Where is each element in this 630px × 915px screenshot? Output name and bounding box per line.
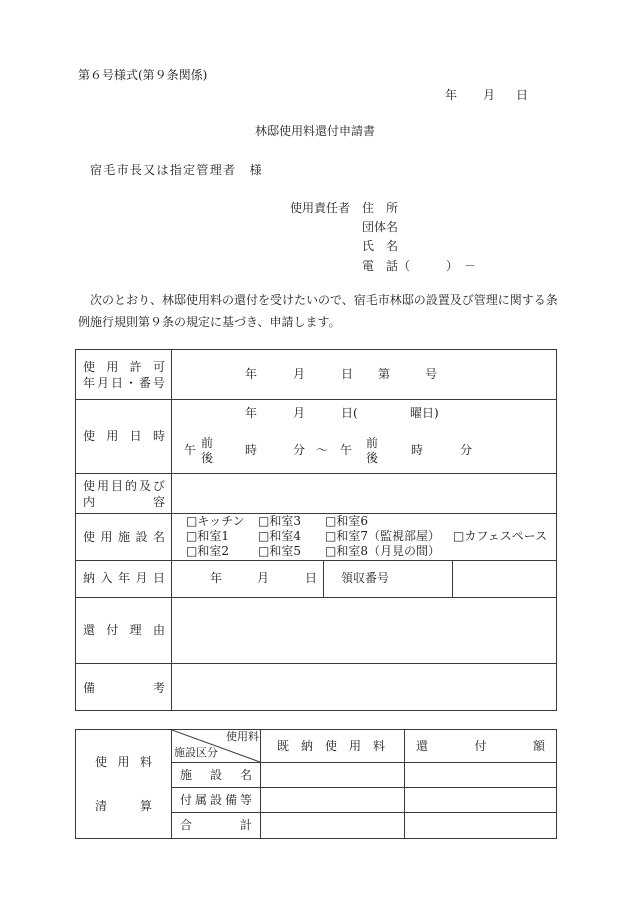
end-pm: 後 [366, 451, 379, 465]
start-hour: 時 [245, 443, 258, 457]
refund-amount-cell [405, 763, 556, 787]
row-category-cell [172, 813, 261, 838]
purpose-field [172, 474, 556, 513]
row-label [76, 400, 172, 473]
applicant-address-label: 住 所 [362, 201, 399, 215]
date-year: 年 [445, 88, 458, 102]
row-label [76, 474, 172, 513]
row-label [76, 350, 172, 399]
row-permit [76, 350, 556, 400]
statement-line: 例施行規則第９条の規定に基づき、申請します。 [78, 315, 341, 329]
statement-line: 次のとおり、林邸使用料の還付を受けたいので、宿毛市林邸の設置及び管理に関する条 [78, 293, 558, 307]
facility-option: □キッチン [186, 514, 245, 528]
usage-month: 月 [293, 406, 306, 420]
corner-cell [172, 730, 261, 762]
permit-day: 日 [341, 367, 354, 381]
facility-option: □和室5 [258, 544, 301, 558]
settlement-label: 使 用 料 [95, 755, 152, 769]
end-hour: 時 [411, 443, 424, 457]
refund-amount-header: 還 付 額 [416, 739, 545, 753]
facility-option: □和室3 [258, 514, 301, 528]
applicant-organization-label: 団体名 [362, 220, 399, 234]
refund-reason-field [172, 598, 556, 663]
row-usage-datetime [76, 400, 556, 474]
payment-date-label: 納 入 年 月 日 [83, 571, 165, 585]
facility-option: □和室6 [325, 514, 368, 528]
receipt-label-cell [324, 561, 453, 597]
corner-top-label: 使用料 [226, 730, 259, 743]
facility-option: □和室4 [258, 529, 301, 543]
document-title: 林邸使用料還付申請書 [254, 124, 375, 138]
row-label [76, 664, 172, 710]
facility-option: □カフェスペース [453, 529, 548, 543]
usage-day: 日( [341, 406, 358, 420]
row-category-cell [172, 763, 261, 787]
refund-reason-label: 還 付 理 由 [83, 623, 165, 637]
date-month: 月 [483, 88, 496, 102]
settlement-label-sub: 清 算 [95, 799, 152, 813]
end-noon: 午 [340, 443, 353, 457]
permit-month: 月 [293, 367, 306, 381]
date-day: 日 [516, 88, 529, 102]
column-header-refund [405, 730, 556, 762]
settlement-header-row [172, 730, 556, 763]
applicant-phone-label: 電 話（ ） － [362, 259, 477, 273]
facility-option: □和室7（監視部屋） [325, 529, 440, 543]
purpose-label-sub: 内 容 [83, 495, 165, 509]
row-remarks [76, 664, 556, 710]
paid-fee-cell [261, 763, 405, 787]
payment-month: 月 [257, 571, 270, 585]
usage-datetime-label: 使 用 日 時 [83, 429, 165, 443]
refund-amount-cell [405, 813, 556, 838]
facility-option: □和室2 [186, 544, 229, 558]
receipt-number-field [453, 561, 556, 597]
facilities-label: 使 用 施 設 名 [83, 530, 165, 544]
column-header-paid [261, 730, 405, 762]
application-table [75, 349, 557, 711]
usage-weekday: 曜日) [410, 406, 439, 420]
paid-fee-cell [261, 788, 405, 812]
end-am: 前 [366, 436, 379, 450]
facility-name-label: 施 設 名 [180, 768, 252, 782]
row-facilities [76, 514, 556, 561]
row-payment-date [76, 561, 556, 598]
applicant-name-label: 氏 名 [362, 239, 399, 253]
permit-field [172, 350, 556, 399]
payment-date-cell [172, 561, 324, 597]
start-minute: 分 [293, 443, 306, 457]
applicant-role-label: 使用責任者 [290, 201, 351, 215]
row-label [76, 598, 172, 663]
payment-year: 年 [210, 571, 223, 585]
remarks-label: 備 考 [83, 681, 165, 695]
facilities-field [172, 514, 556, 560]
start-noon: 午 [184, 443, 197, 457]
remarks-field [172, 664, 556, 710]
payment-day: 日 [305, 571, 318, 585]
total-label: 合 計 [180, 818, 252, 832]
usage-datetime-field [172, 400, 556, 473]
usage-year: 年 [245, 406, 258, 420]
facility-option: □和室8（月見の間） [325, 544, 440, 558]
payment-date-field [172, 561, 556, 597]
corner-bottom-label: 施設区分 [174, 746, 218, 759]
row-category-cell [172, 788, 261, 812]
settlement-table [75, 729, 557, 839]
start-am: 前 [201, 436, 214, 450]
paid-fee-header: 既 納 使 用 料 [277, 739, 385, 753]
form-number: 第６号様式(第９条関係) [78, 68, 208, 82]
addressee: 宿毛市長又は指定管理者 様 [90, 163, 263, 177]
settlement-row-total [172, 813, 556, 838]
start-pm: 後 [201, 451, 214, 465]
row-purpose [76, 474, 556, 514]
permit-year: 年 [245, 367, 258, 381]
settlement-row-equipment [172, 788, 556, 813]
permit-number-prefix: 第 [378, 367, 391, 381]
receipt-number-label: 領収番号 [341, 571, 390, 585]
row-label [76, 561, 172, 597]
facility-option: □和室1 [186, 529, 229, 543]
range-tilde: ～ [316, 443, 329, 457]
permit-number-suffix: 号 [425, 367, 438, 381]
row-refund-reason [76, 598, 556, 664]
settlement-row-facility [172, 763, 556, 788]
equipment-label: 付 属 設 備 等 [180, 793, 252, 807]
purpose-label: 使 用 目 的 及 び [83, 479, 165, 493]
permit-label-sub: 年 月 日 ・ 番 号 [83, 376, 165, 390]
row-label [76, 514, 172, 560]
end-minute: 分 [460, 443, 473, 457]
paid-fee-cell [261, 813, 405, 838]
refund-amount-cell [405, 788, 556, 812]
permit-label: 使 用 許 可 [83, 360, 165, 374]
settlement-label-cell [76, 730, 172, 838]
